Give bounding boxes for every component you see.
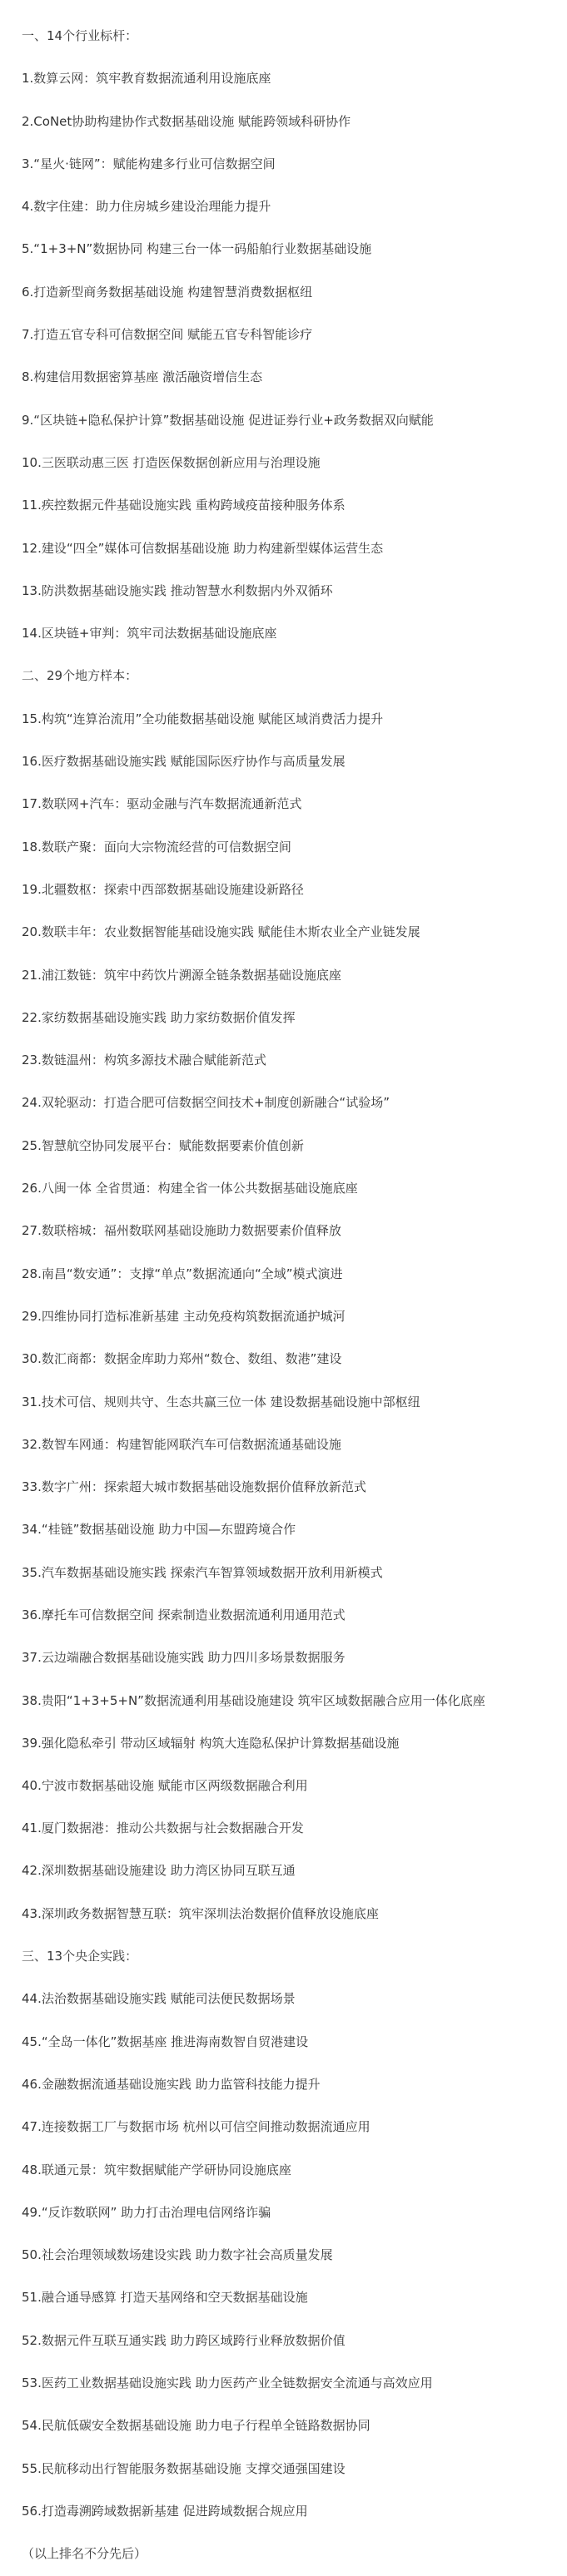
list-item: 41.厦门数据港：推动公共数据与社会数据融合开发: [22, 1821, 304, 1836]
list-item: 29.四维协同打造标准新基建 主动免疫构筑数据流通护城河: [22, 1308, 346, 1324]
list-item: 45.“全岛一体化”数据基座 推进海南数智自贸港建设: [22, 2034, 309, 2049]
list-item: 27.数联榕城：福州数联网基础设施助力数据要素价值释放: [22, 1223, 341, 1239]
list-item: 10.三医联动惠三医 打造医保数据创新应用与治理设施: [22, 454, 321, 470]
list-item: 11.疾控数据元件基础设施实践 重构跨域疫苗接种服务体系: [22, 498, 346, 513]
list-item: 6.打造新型商务数据基础设施 构建智慧消费数据枢纽: [22, 284, 313, 300]
list-item: 20.数联丰年：农业数据智能基础设施实践 赋能佳木斯农业全产业链发展: [22, 924, 420, 940]
list-item: 31.技术可信、规则共守、生态共赢三位一体 建设数据基础设施中部枢纽: [22, 1394, 420, 1409]
list-item: 3.“星火·链网”：赋能构建多行业可信数据空间: [22, 156, 276, 171]
list-item: 16.医疗数据基础设施实践 赋能国际医疗协作与高质量发展: [22, 754, 346, 770]
list-item: 9.“区块链+隐私保护计算”数据基础设施 促进证券行业+政务数据双向赋能: [22, 412, 434, 428]
list-item: 43.深圳政务数据智慧互联：筑牢深圳法治数据价值释放设施底座: [22, 1905, 379, 1921]
section-heading: 一、14个行业标杆：: [22, 28, 138, 43]
list-item: 19.北疆数枢：探索中西部数据基础设施建设新路径: [22, 881, 304, 897]
list-item: 25.智慧航空协同发展平台：赋能数据要素价值创新: [22, 1137, 304, 1153]
list-item: 22.家纺数据基础设施实践 助力家纺数据价值发挥: [22, 1009, 296, 1025]
list-item: 38.贵阳“1+3+5+N”数据流通利用基础设施建设 筑牢区域数据融合应用一体化底座: [22, 1692, 485, 1708]
list-item: 54.民航低碳安全数据基础设施 助力电子行程单全链路数据协同: [22, 2418, 371, 2434]
list-item: 34.“桂链”数据基础设施 助力中国—东盟跨境合作: [22, 1522, 296, 1538]
list-item: 8.构建信用数据密算基座 激活融资增信生态: [22, 369, 263, 385]
list-item: 55.民航移动出行智能服务数据基础设施 支撑交通强国建设: [22, 2460, 346, 2476]
list-item: 49.“反诈数联网” 助力打击治理电信网络诈骗: [22, 2204, 271, 2220]
list-item: 35.汽车数据基础设施实践 探索汽车智算领域数据开放利用新模式: [22, 1564, 383, 1580]
list-item: 21.浦江数链：筑牢中药饮片溯源全链条数据基础设施底座: [22, 967, 341, 983]
list-item: 53.医药工业数据基础设施实践 助力医药产业全链数据安全流通与高效应用: [22, 2375, 433, 2391]
list-item: 40.宁波市数据基础设施 赋能市区两级数据融合利用: [22, 1777, 308, 1793]
list-item: 48.联通元景：筑牢数据赋能产学研协同设施底座: [22, 2162, 291, 2177]
list-item: 18.数联产聚：面向大宗物流经营的可信数据空间: [22, 839, 291, 855]
list-item: 12.建设“四全”媒体可信数据基础设施 助力构建新型媒体运营生态: [22, 540, 384, 556]
list-item: 28.南昌“数安通”：支撑“单点”数据流通向“全域”模式演进: [22, 1266, 343, 1281]
list-item: 5.“1+3+N”数据协同 构建三台一体一码船舶行业数据基础设施: [22, 241, 372, 257]
list-item: 47.连接数据工厂与数据市场 杭州以可信空间推动数据流通应用: [22, 2119, 371, 2135]
list-item: 37.云边端融合数据基础设施实践 助力四川多场景数据服务: [22, 1650, 346, 1666]
list-item: 7.打造五官专科可信数据空间 赋能五官专科智能诊疗: [22, 327, 313, 343]
list-item: 36.摩托车可信数据空间 探索制造业数据流通利用通用范式: [22, 1607, 346, 1622]
list-item: 46.金融数据流通基础设施实践 助力监管科技能力提升: [22, 2076, 321, 2092]
section-heading: 三、13个央企实践：: [22, 1949, 138, 1964]
list-item: 52.数据元件互联互通实践 助力跨区域跨行业释放数据价值: [22, 2332, 346, 2348]
list-item: 1.数算云网：筑牢教育数据流通利用设施底座: [22, 71, 271, 87]
list-item: 26.八闽一体 全省贯通：构建全省一体公共数据基础设施底座: [22, 1181, 358, 1196]
list-item: 50.社会治理领域数场建设实践 助力数字社会高质量发展: [22, 2247, 333, 2263]
list-item: 51.融合通导感算 打造天基网络和空天数据基础设施: [22, 2290, 308, 2306]
list-item: 23.数链温州：构筑多源技术融合赋能新范式: [22, 1053, 266, 1068]
list-item: 56.打造毒溯跨域数据新基建 促进跨域数据合规应用: [22, 2503, 308, 2519]
footer-note: （以上排名不分先后）: [22, 2546, 147, 2562]
list-item: 39.强化隐私牵引 带动区域辐射 构筑大连隐私保护计算数据基础设施: [22, 1735, 400, 1751]
list-item: 42.深圳数据基础设施建设 助力湾区协同互联互通: [22, 1863, 296, 1879]
list-item: 24.双轮驱动：打造合肥可信数据空间技术+制度创新融合“试验场”: [22, 1095, 390, 1111]
list-item: 17.数联网+汽车：驱动金融与汽车数据流通新范式: [22, 796, 302, 812]
list-item: 32.数智车网通：构建智能网联汽车可信数据流通基础设施: [22, 1436, 341, 1452]
list-item: 2.CoNet协助构建协作式数据基础设施 赋能跨领域科研协作: [22, 113, 351, 129]
list-item: 33.数字广州：探索超大城市数据基础设施数据价值释放新范式: [22, 1479, 366, 1495]
list-item: 4.数字住建：助力住房城乡建设治理能力提升: [22, 199, 271, 215]
list-item: 14.区块链+审判：筑牢司法数据基础设施底座: [22, 626, 277, 642]
list-item: 13.防洪数据基础设施实践 推动智慧水利数据内外双循环: [22, 582, 333, 598]
section-heading: 二、29个地方样本：: [22, 668, 138, 684]
list-item: 44.法治数据基础设施实践 赋能司法便民数据场景: [22, 1991, 296, 2007]
list-item: 30.数汇商都：数据金库助力郑州“数仓、数组、数港”建设: [22, 1351, 342, 1367]
list-item: 15.构筑“连算治流用”全功能数据基础设施 赋能区域消费活力提升: [22, 711, 384, 726]
